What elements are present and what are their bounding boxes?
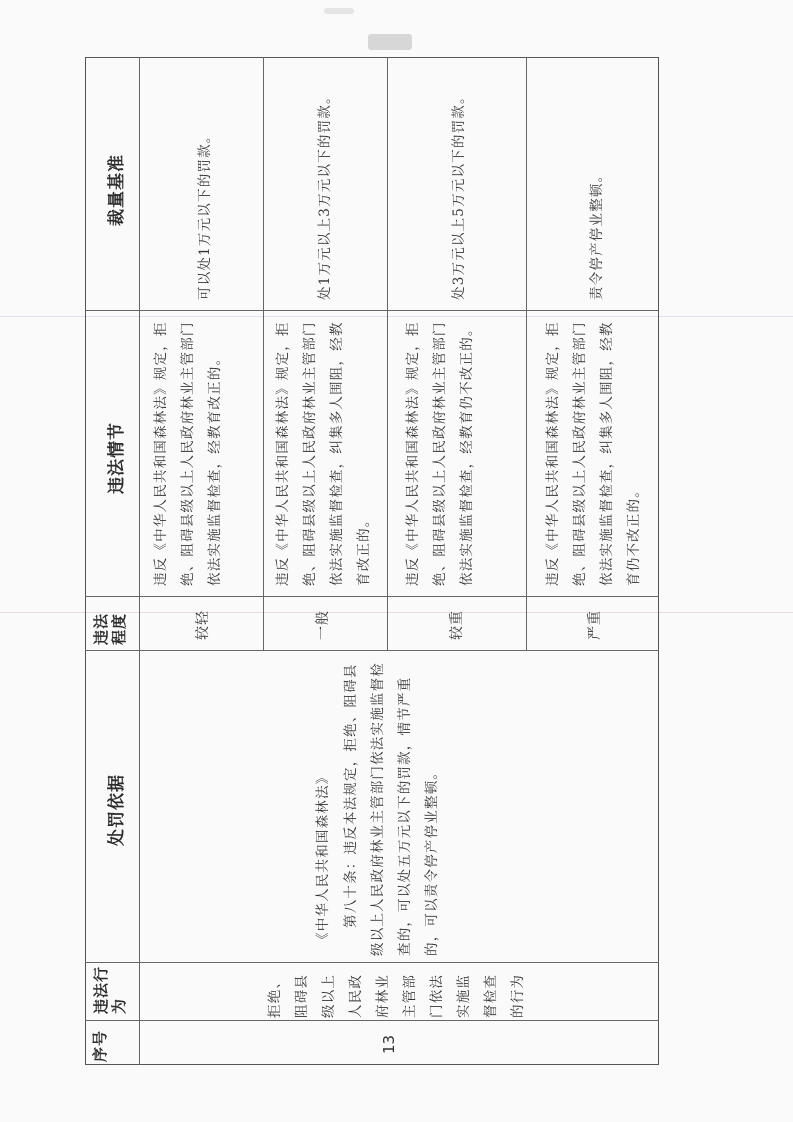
scan-smudge <box>368 34 412 50</box>
row-basis-text: 第八十条：违反本法规定，拒绝、阻碍县级以上人民政府林业主管部门依法实施监督检查的，可以处五万元以下的罚款，情节严重的，可以责令停产停业整顿。 <box>343 662 440 956</box>
row-behavior: 拒绝、阻碍县级以上人民政府林业主管部门依法实施监督检查的行为 <box>267 973 526 1018</box>
col-line-levels-3 <box>526 57 527 650</box>
header-standard: 裁量基准 <box>107 154 127 226</box>
scan-smudge <box>324 8 354 14</box>
level-circumstance-4: 违反《中华人民共和国森林法》规定，拒绝、阻碍县级以上人民政府林业主管部门依法实施监督检查，纠集多人围阻，经教育仍不改正的。 <box>545 321 642 586</box>
row-line-degree-split <box>139 596 267 597</box>
level-degree-4: 严重 <box>587 610 603 640</box>
level-degree-3: 较重 <box>449 610 465 640</box>
col-line-levels-1 <box>263 57 264 650</box>
level-circumstance-3: 违反《中华人民共和国森林法》规定，拒绝、阻碍县级以上人民政府林业主管部门依法实施监督检查，经教育仍不改正的。 <box>405 321 475 586</box>
row-line-standard <box>85 310 659 311</box>
level-degree-2: 一般 <box>315 610 331 640</box>
row-line-degree <box>85 650 659 651</box>
row-seq-number: 13 <box>380 1034 398 1054</box>
level-standard-2: 处1万元以上3万元以下的罚款。 <box>317 89 333 300</box>
row-line-behavior <box>85 1020 659 1021</box>
level-standard-3: 处3万元以上5万元以下的罚款。 <box>451 89 467 300</box>
header-seq: 序号 <box>91 1029 109 1062</box>
level-circumstance-1: 违反《中华人民共和国森林法》规定，拒绝、阻碍县级以上人民政府林业主管部门依法实施监督检查，经教育改正的。 <box>153 321 223 586</box>
header-basis: 处罚依据 <box>107 774 127 846</box>
header-degree: 违法程度 <box>92 612 128 645</box>
level-standard-1: 可以处1万元以下的罚款。 <box>197 128 213 300</box>
header-behavior: 违法行为 <box>92 965 128 1014</box>
row-basis-title: 《中华人民共和国森林法》 <box>315 769 331 946</box>
level-degree-1: 较轻 <box>195 610 211 640</box>
col-line-levels-2 <box>387 57 388 650</box>
header-circumstance: 违法情节 <box>107 422 127 494</box>
col-line-header <box>139 57 140 1065</box>
level-circumstance-2: 违反《中华人民共和国森林法》规定，拒绝、阻碍县级以上人民政府林业主管部门依法实施监督检查，纠集多人围阻，经教育改正的。 <box>275 321 372 586</box>
level-standard-4: 责令停产停业整顿。 <box>589 167 605 300</box>
